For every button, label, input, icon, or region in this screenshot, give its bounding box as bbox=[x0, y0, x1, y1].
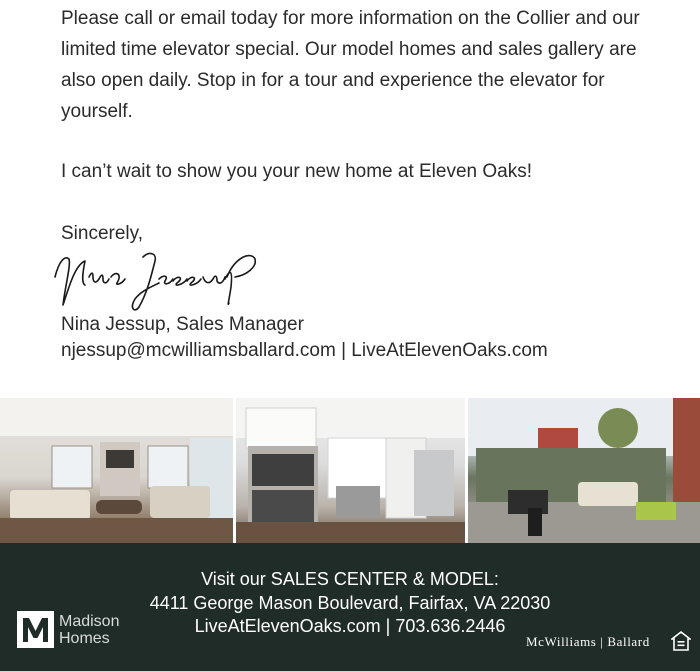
kitchen-illustration bbox=[236, 398, 465, 543]
madison-homes-logo-icon bbox=[17, 611, 54, 648]
madison-homes-logo bbox=[17, 611, 119, 648]
signer-contact: njessup@mcwilliamsballard.com | LiveAtElevenOaks.com bbox=[61, 340, 548, 361]
footer-contact: LiveAtElevenOaks.com | 703.636.2446 bbox=[194, 616, 506, 636]
handwritten-signature-icon bbox=[51, 247, 271, 317]
footer bbox=[0, 543, 700, 671]
letter-closing: Sincerely, bbox=[61, 223, 144, 244]
signer-name: Nina Jessup, Sales Manager bbox=[61, 314, 304, 335]
homes-line: Homes bbox=[59, 629, 110, 647]
patio-illustration bbox=[468, 398, 700, 543]
patio-photo bbox=[465, 398, 700, 543]
footer-visit-heading: Visit our SALES CENTER & MODEL: bbox=[201, 569, 499, 589]
footer-address: 4411 George Mason Boulevard, Fairfax, VA 22030 bbox=[149, 593, 551, 613]
living-room-photo bbox=[0, 398, 233, 543]
mcwilliams-ballard-logo: McWilliams | Ballard bbox=[526, 634, 650, 649]
photo-strip bbox=[0, 398, 700, 543]
letter-paragraph-1: Please call or email today for more information on the Collier and our limited time elevator special. Our model homes and sales gallery are also open daily. Stop in for a tour and experience the elevator for yourself. bbox=[61, 8, 640, 122]
kitchen-photo bbox=[233, 398, 465, 543]
letter-paragraph-2: I can’t wait to show you your new home at Eleven Oaks! bbox=[61, 161, 533, 182]
equal-housing-icon bbox=[671, 631, 691, 651]
living-room-illustration bbox=[0, 398, 233, 543]
madison-line: Madison bbox=[59, 612, 120, 630]
madison-homes-wordmark bbox=[59, 613, 119, 647]
